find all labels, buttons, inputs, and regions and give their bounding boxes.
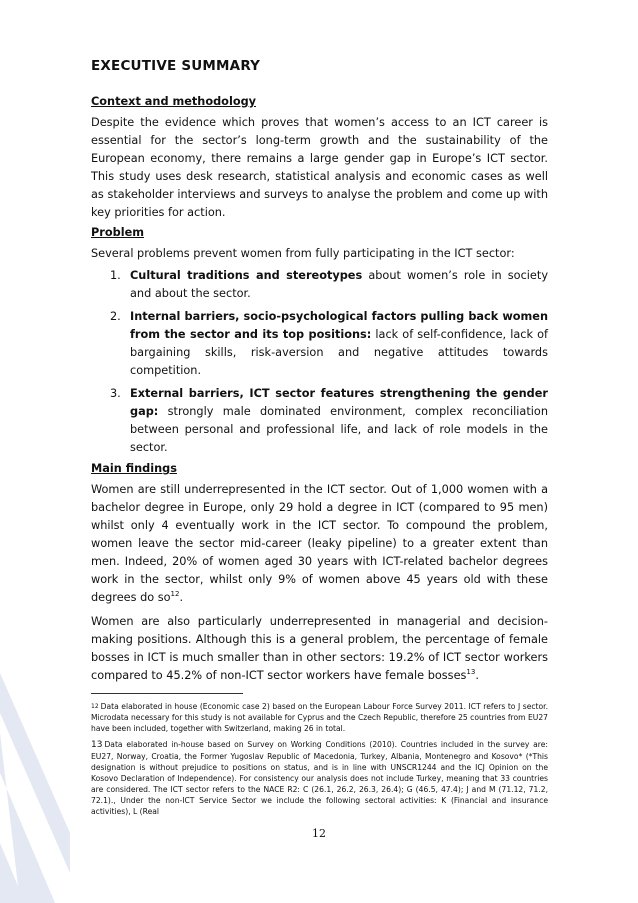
problem-item-number: 3. [110, 387, 121, 400]
footnote-text: Data elaborated in house (Economic case 2) based on the European Labour Force Survey 2011. ICT refers to J sector. Microdata necessary for this study is not available for Cyprus and the Czech Republic, therefore 25 countries from EU27 have been included, together with Switzerland, making 26 in total. [91, 702, 548, 733]
problem-item-bold: Internal barriers, socio-psychological factors pulling back women from the sector and its top positions: [130, 310, 548, 341]
page-title: EXECUTIVE SUMMARY [91, 58, 261, 74]
footnotes [91, 701, 548, 822]
page-content [91, 58, 548, 689]
findings-heading: Main findings [91, 462, 177, 475]
context-paragraph: Despite the evidence which proves that women’s access to an ICT career is essential for the sector’s long-term growth and the sustainability of the European economy, there remains a large gender gap in Europe’s ICT sector. This study uses desk research, statistical analysis and economic cases as well as stakeholder interviews and surveys to analyse the problem and come up with key priorities for action. [91, 116, 548, 219]
problem-intro: Several problems prevent women from fully participating in the ICT sector: [91, 247, 515, 260]
problem-item [91, 308, 548, 380]
findings-paragraph-1 [91, 481, 548, 607]
context-heading: Context and methodology [91, 95, 257, 108]
problem-item-text: lack of self-confidence, lack of bargaining skills, risk-aversion and negative attitudes towards competition. [130, 328, 548, 377]
footnote-13 [91, 739, 548, 817]
problem-item [91, 385, 548, 457]
problem-item-text: strongly male dominated environment, complex reconciliation between personal and professional life, and lack of role models in the sector. [130, 405, 548, 454]
footnote-number: 12 [91, 703, 99, 710]
problem-item-text: about women’s role in society and about the sector. [130, 269, 548, 300]
problem-item-bold: External barriers, ICT sector features strengthening the gender gap: [130, 387, 548, 418]
findings-p1-text: Women are still underrepresented in the ICT sector. Out of 1,000 women with a bachelor degree in Europe, only 29 hold a degree in ICT (compared to 95 men) whilst only 4 eventually work in the ICT sector. To compound the problem, women leave the sector mid-career (leaky pipeline) to a greater extent than men. Indeed, 20% of women aged 30 years with ICT-related bachelor degrees work in the sector, whilst only 9% of women above 45 years old with these degrees do so [91, 483, 548, 604]
problem-list [91, 267, 548, 457]
problem-item-number: 2. [110, 310, 121, 323]
problem-item [91, 267, 548, 303]
problem-item-number: 1. [110, 269, 121, 282]
problem-heading: Problem [91, 226, 145, 239]
footnote-text: Data elaborated in-house based on Survey on Working Conditions (2010). Countries included in the survey are: EU27, Norway, Croatia, the Former Yugoslav Republic of Macedonia, Turkey, Albania, Montenegro and Kosovo* (*This designation is without prejudice to positions on status, and is in line with UNSCR1244 and the ICJ Opinion on the Kosovo Declaration of Independence). For consistency our analysis does not include Turkey, meaning that 33 countries are considered. The ICT sector refers to the NACE R2: C (26.1, 26.2, 26.3, 26.4); G (46.5, 47.4); J and M (71.12, 71.2, 72.1)., Under the non-ICT Service Sector we include the following sectoral activities: K (Financial and insurance activities), L (Real [91, 740, 548, 816]
footnote-12 [91, 701, 548, 734]
page-number: 12 [312, 827, 326, 840]
footnote-ref-12[interactable]: 12 [170, 590, 180, 599]
footnote-divider [91, 693, 243, 694]
decorative-stripes [0, 673, 70, 903]
findings-p1-end: . [179, 591, 184, 604]
findings-paragraph-2 [91, 613, 548, 685]
footnote-ref-13[interactable]: 13 [466, 668, 476, 677]
findings-p2-end: . [475, 669, 479, 682]
footnote-number: 13 [91, 740, 103, 750]
stripe-1 [0, 673, 70, 873]
problem-item-bold: Cultural traditions and stereotypes [130, 269, 363, 282]
findings-p2-text: Women are also particularly underrepresented in managerial and decision-making positions. Although this is a general problem, the percentage of female bosses in ICT is much smaller than in other sectors: 19.2% of ICT sector workers compared to 45.2% of non-ICT sector workers have female bosses [91, 615, 548, 682]
